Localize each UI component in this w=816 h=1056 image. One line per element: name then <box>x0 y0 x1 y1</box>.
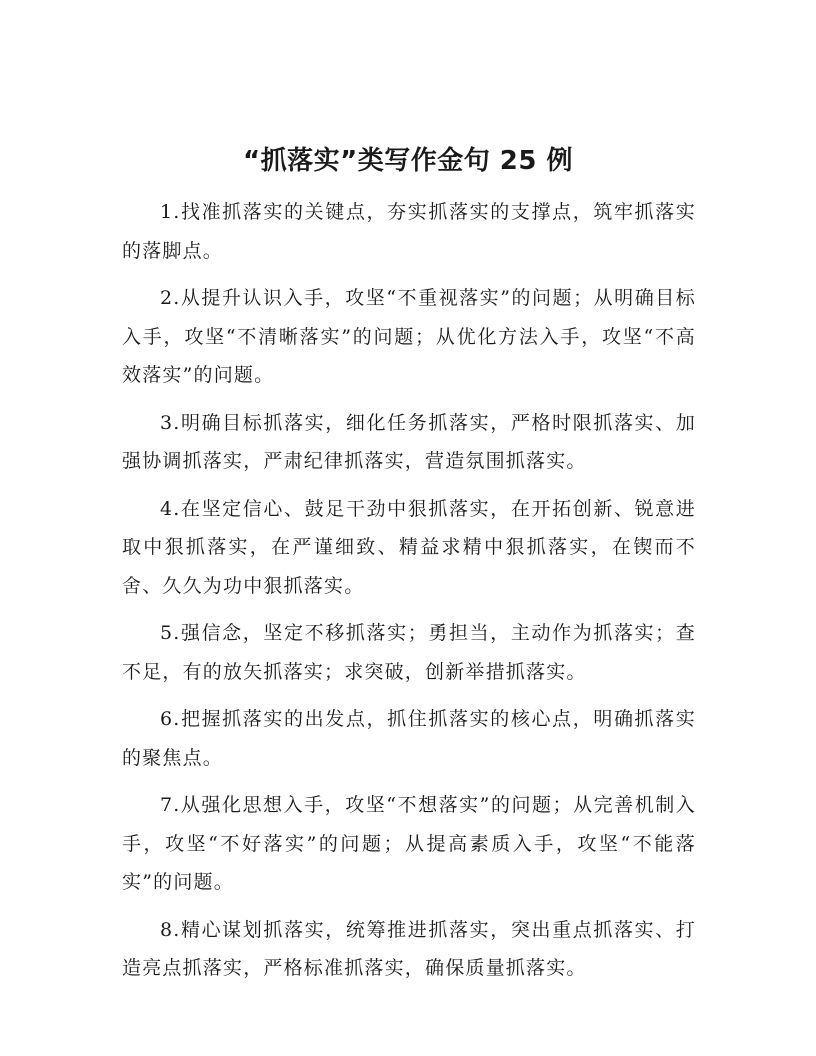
paragraph-2: 2.从提升认识入手，攻坚“不重视落实”的问题；从明确目标入手，攻坚“不清晰落实”的问题；从优化方法入手，攻坚“不高效落实”的问题。 <box>122 287 696 386</box>
document-title: “抓落实”类写作金句 25 例 <box>243 146 573 176</box>
paragraph-7: 7.从强化思想入手，攻坚“不想落实”的问题；从完善机制入手，攻坚“不好落实”的问题；从提高素质入手，攻坚“不能落实”的问题。 <box>122 794 696 893</box>
paragraph-1: 1.找准抓落实的关键点，夯实抓落实的支撑点，筑牢抓落实的落脚点。 <box>122 201 696 262</box>
paragraph-3: 3.明确目标抓落实，细化任务抓落实，严格时限抓落实、加强协调抓落实，严肃纪律抓落实，营造氛围抓落实。 <box>122 411 696 472</box>
document-body <box>122 193 696 997</box>
paragraph-4: 4.在坚定信心、鼓足干劲中狠抓落实，在开拓创新、锐意进取中狠抓落实，在严谨细致、精益求精中狠抓落实，在锲而不舍、久久为功中狠抓落实。 <box>122 497 696 597</box>
paragraph-8: 8.精心谋划抓落实，统筹推进抓落实，突出重点抓落实、打造亮点抓落实，严格标准抓落实，确保质量抓落实。 <box>122 918 696 979</box>
paragraph-6: 6.把握抓落实的出发点，抓住抓落实的核心点，明确抓落实的聚焦点。 <box>122 708 696 769</box>
paragraph-5: 5.强信念，坚定不移抓落实；勇担当，主动作为抓落实；查不足，有的放矢抓落实；求突破，创新举措抓落实。 <box>122 622 696 683</box>
